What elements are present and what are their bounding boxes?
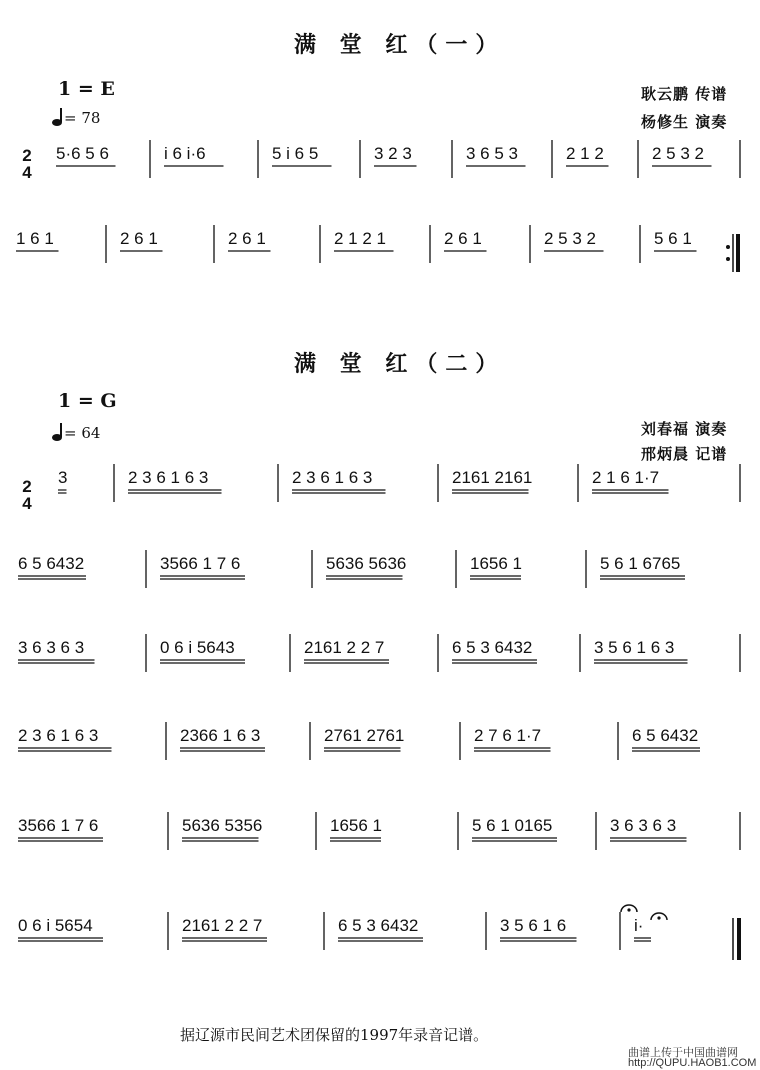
measure: 2 1 2 1	[334, 229, 386, 248]
piece-2-tempo-value: = 64	[64, 424, 101, 442]
measure: 3 6 5 3	[466, 144, 518, 163]
watermark-line-2: http://QUPU.HAOB1.COM	[628, 1057, 757, 1069]
piece-1-credit-transmitted: 耿云鹏 传谱	[641, 85, 728, 103]
measure: 2 3 6 1 6 3	[18, 726, 99, 745]
measure: i·	[634, 916, 644, 935]
piece-1-credit-performer: 杨修生 演奏	[641, 113, 728, 131]
footer-source-note: 据辽源市民间艺术团保留的1997年录音记谱。	[180, 1026, 489, 1044]
time-signature-top: 2	[22, 477, 32, 496]
measure: 5 6 1 6765	[600, 554, 681, 573]
piece-1-tempo-value: = 78	[64, 109, 101, 127]
measure: 5 6 1 0165	[472, 816, 553, 835]
measure: 1656 1	[330, 816, 382, 835]
measure: 3 6 3 6 3	[610, 816, 677, 835]
measure: 5636 5636	[326, 554, 407, 573]
piece-2-credit-notation: 邢炳晨 记谱	[641, 445, 728, 463]
measure: 2 3 6 1 6 3	[292, 468, 373, 487]
measure: 6 5 3 6432	[452, 638, 533, 657]
measure: 2 6 1	[228, 229, 266, 248]
measure: 2161 2 2 7	[304, 638, 385, 657]
measure: 3 5 6 1 6 3	[594, 638, 675, 657]
time-signature-bottom: 4	[22, 163, 32, 182]
measure: 2366 1 6 3	[180, 726, 261, 745]
measure: 2161 2161	[452, 468, 533, 487]
piece-2-credit-performer: 刘春福 演奏	[641, 420, 728, 438]
watermark-line-1: 曲谱上传于中国曲谱网	[628, 1047, 738, 1059]
piece-1-key: 1 = E	[58, 78, 115, 100]
final-barline	[733, 918, 739, 960]
measure: 5·6 5 6	[56, 144, 109, 163]
measure: 2 1 2	[566, 144, 604, 163]
measure: 3 6 3 6 3	[18, 638, 85, 657]
measure: 2761 2761	[324, 726, 405, 745]
measure: 6 5 6432	[18, 554, 85, 573]
measure: 5 6 1	[654, 229, 692, 248]
measure: 5636 5356	[182, 816, 263, 835]
repeat-end-sign	[726, 234, 738, 272]
measure: 2161 2 2 7	[182, 916, 263, 935]
measure: 2 6 1	[444, 229, 482, 248]
measure: 1656 1	[470, 554, 522, 573]
measure: 3566 1 7 6	[160, 554, 241, 573]
measure: 5 i 6 5	[272, 144, 319, 163]
measure: 6 5 6432	[632, 726, 699, 745]
measure: 1 6 1	[16, 229, 54, 248]
measure: 0 6 i 5654	[18, 916, 93, 935]
piece-2-key: 1 = G	[58, 390, 117, 412]
measure: 2 1 6 1·7	[592, 468, 660, 487]
measure: 2 7 6 1·7	[474, 726, 542, 745]
measure: 2 5 3 2	[652, 144, 704, 163]
time-signature-bottom: 4	[22, 494, 32, 513]
piece-2-title: 满 堂 红（二）	[294, 351, 506, 377]
measure: 3 5 6 1 6	[500, 916, 567, 935]
measure: 2 6 1	[120, 229, 158, 248]
measure: 2 3 6 1 6 3	[128, 468, 209, 487]
time-signature-top: 2	[22, 146, 32, 165]
measure: 6 5 3 6432	[338, 916, 419, 935]
measure: 3	[58, 468, 68, 487]
piece-1-title: 满 堂 红（一）	[294, 32, 506, 58]
measure: 2 5 3 2	[544, 229, 596, 248]
measure: i 6 i·6	[164, 144, 206, 163]
measure: 3 2 3	[374, 144, 412, 163]
measure: 0 6 i 5643	[160, 638, 235, 657]
measure: 3566 1 7 6	[18, 816, 99, 835]
